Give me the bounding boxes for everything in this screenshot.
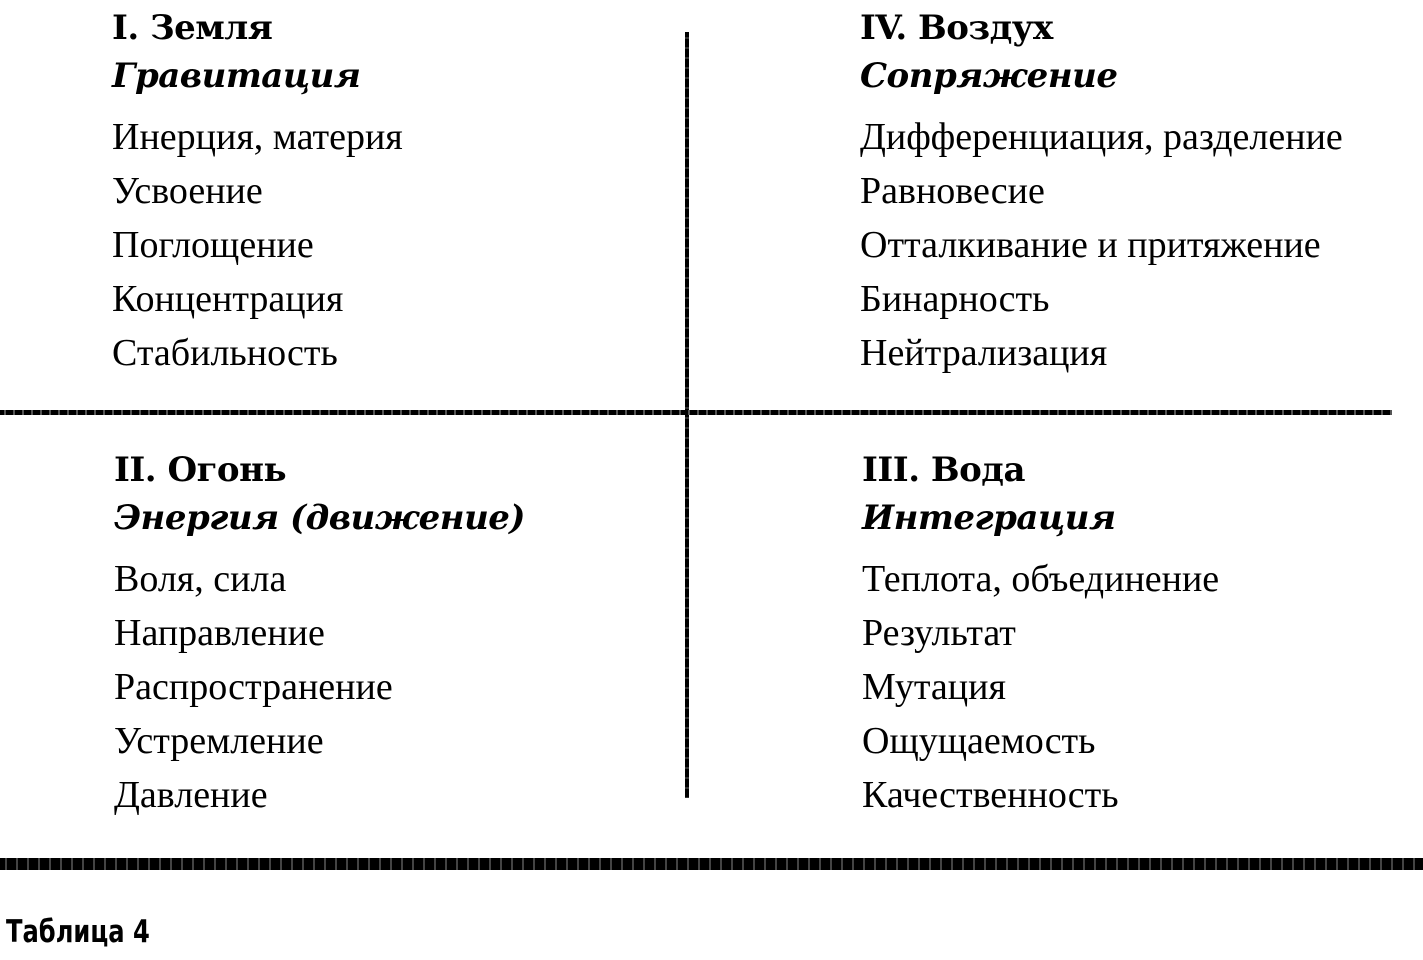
quadrant-list <box>860 110 1343 380</box>
quadrant-list <box>112 110 403 380</box>
list-item: Усвоение <box>112 170 263 212</box>
list-item: Нейтрализация <box>860 332 1108 374</box>
list-item: Теплота, объединение <box>862 558 1220 600</box>
list-item: Инерция, материя <box>112 116 403 158</box>
quadrant-subtitle: Сопряжение <box>860 56 1118 96</box>
list-item: Стабильность <box>112 332 338 374</box>
quadrant-title: III. Вода <box>862 450 1025 490</box>
vertical-divider <box>685 32 689 798</box>
quadrant-earth <box>112 6 403 380</box>
list-item: Воля, сила <box>114 558 287 600</box>
quadrant-air <box>860 6 1343 380</box>
quadrant-subtitle: Энергия (движение) <box>114 498 526 538</box>
table-caption: Таблица 4 <box>6 914 150 950</box>
list-item: Отталкивание и притяжение <box>860 224 1321 266</box>
quadrant-title: IV. Воздух <box>860 8 1053 48</box>
quadrant-list <box>862 552 1219 822</box>
quadrant-list <box>114 552 525 822</box>
list-item: Мутация <box>862 666 1006 708</box>
list-item: Поглощение <box>112 224 314 266</box>
list-item: Бинарность <box>860 278 1050 320</box>
list-item: Результат <box>862 612 1016 654</box>
list-item: Дифференциация, разделение <box>860 116 1343 158</box>
quadrant-title: II. Огонь <box>114 450 287 490</box>
list-item: Концентрация <box>112 278 344 320</box>
quadrant-title: I. Земля <box>112 8 273 48</box>
list-item: Ощущаемость <box>862 720 1096 762</box>
bottom-rule <box>0 858 1423 870</box>
quadrant-subtitle: Интеграция <box>862 498 1116 538</box>
list-item: Давление <box>114 774 268 816</box>
quadrant-water <box>862 448 1219 822</box>
list-item: Распространение <box>114 666 393 708</box>
quadrant-subtitle: Гравитация <box>112 56 361 96</box>
list-item: Качественность <box>862 774 1119 816</box>
quadrant-fire <box>114 448 525 822</box>
list-item: Устремление <box>114 720 324 762</box>
horizontal-divider <box>0 410 1392 415</box>
list-item: Направление <box>114 612 325 654</box>
list-item: Равновесие <box>860 170 1045 212</box>
